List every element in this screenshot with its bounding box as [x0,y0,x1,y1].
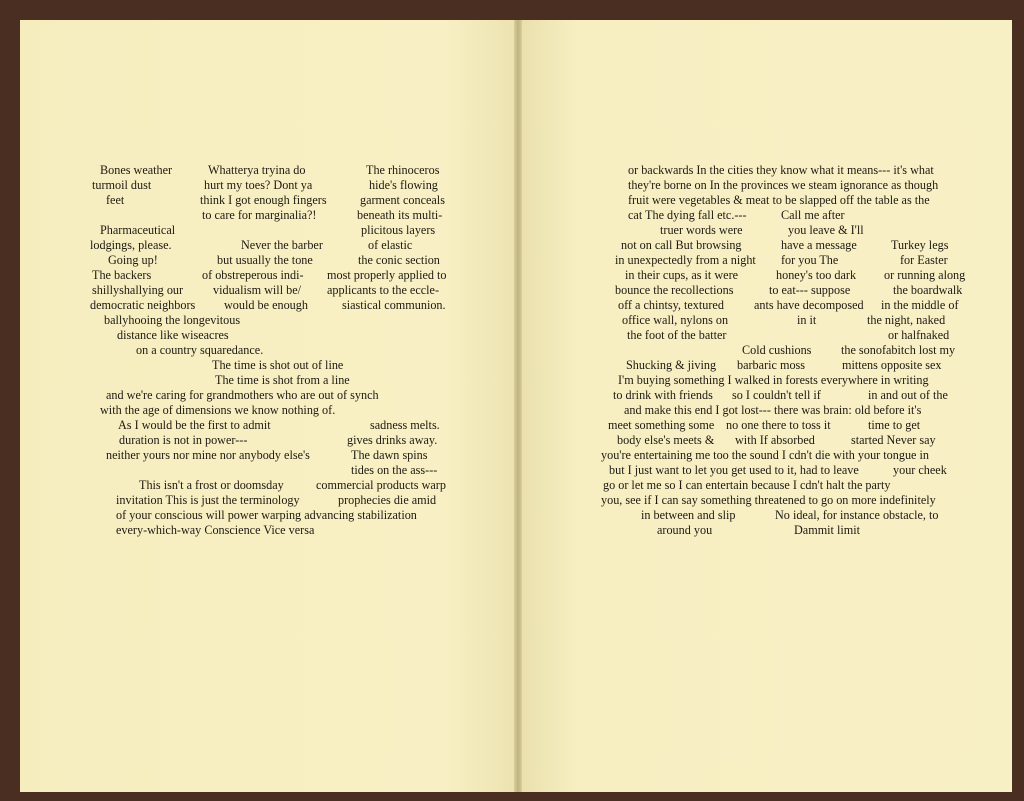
poem-line: gives drinks away. [347,433,438,447]
poem-line: have a message [781,238,857,252]
poem-line: neither yours nor mine nor anybody else's [106,448,310,462]
poem-line: bounce the recollections [615,283,734,297]
poem-line: sadness melts. [370,418,440,432]
poem-line: but I just want to let you get used to it, had to leave [609,463,859,477]
poem-line: of obstreperous indi- [202,268,304,282]
poem-line: the sonofabitch lost my [841,343,956,357]
poem-line: Dammit limit [794,523,861,537]
poem-line: so I couldn't tell if [732,388,821,402]
poem-line: distance like wiseacres [117,328,229,342]
poem-line: commercial products warp [316,478,446,492]
poem-line: no one there to toss it [726,418,831,432]
poem-line: for you The [781,253,839,267]
book-gutter [514,20,522,792]
poem-line: fruit were vegetables & meat to be slapped off the table as the [628,193,930,207]
poem-line: meet something some [608,418,715,432]
poem-line: with the age of dimensions we know nothing of. [100,403,336,417]
poem-line: prophecies die amid [338,493,437,507]
poem-line: lodgings, please. [90,238,172,252]
poem-line: in their cups, as it were [625,268,739,282]
poem-line: body else's meets & [617,433,715,447]
right-page [518,20,1012,792]
poem-line: office wall, nylons on [622,313,729,327]
poem-line: and we're caring for grandmothers who are out of synch [106,388,379,402]
poem-line: The rhinoceros [366,163,440,177]
poem-line: truer words were [660,223,743,237]
poem-line: for Easter [900,253,948,267]
poem-line: think I got enough fingers [200,193,327,207]
poem-line: The backers [92,268,152,282]
poem-line: The time is shot from a line [215,373,350,387]
poem-line: Pharmaceutical [100,223,176,237]
poem-line: in unexpectedly from a night [615,253,756,267]
poem-line: mittens opposite sex [842,358,942,372]
left-page [20,20,518,792]
poem-line: most properly applied to [327,268,447,282]
poem-line: you, see if I can say something threatened to go on more indefinitely [601,493,936,507]
poem-line: plicitous layers [361,223,436,237]
poem-line: but usually the tone [217,253,313,267]
poem-line: tides on the ass--- [351,463,438,477]
poem-line: Bones weather [100,163,173,177]
poem-line: time to get [868,418,921,432]
poem-line: of elastic [368,238,413,252]
poem-line: beneath its multi- [357,208,443,222]
poem-line: your cheek [893,463,947,477]
poem-line: The dawn spins [351,448,428,462]
poem-line: vidualism will be/ [213,283,302,297]
poem-line: As I would be the first to admit [118,418,271,432]
poem-line: This isn't a frost or doomsday [139,478,284,492]
poem-line: on a country squaredance. [136,343,264,357]
poem-line: hurt my toes? Dont ya [204,178,313,192]
open-book-spread [20,20,1012,792]
poem-line: No ideal, for instance obstacle, to [775,508,939,522]
poem-line: the foot of the batter [627,328,727,342]
poem-line: would be enough [224,298,308,312]
poem-line: ballyhooing the longevitous [104,313,241,327]
poem-line: shillyshallying our [92,283,184,297]
poem-line: Never the barber [241,238,323,252]
poem-line: hide's flowing [369,178,438,192]
poem-line: or backwards In the cities they know what it means--- it's what [628,163,934,177]
poem-line: Shucking & jiving [626,358,717,372]
poem-line: feet [106,193,125,207]
poem-line: and make this end I got lost--- there was brain: old before it's [624,403,922,417]
poem-line: go or let me so I can entertain because I cdn't halt the party [603,478,891,492]
poem-line: in and out of the [868,388,948,402]
poem-line: to eat--- suppose [769,283,851,297]
poem-line: Call me after [781,208,845,222]
poem-line: garment conceals [360,193,445,207]
poem-line: the boardwalk [893,283,963,297]
poem-line: siastical communion. [342,298,446,312]
poem-line: in the middle of [881,298,959,312]
poem-line: or running along [884,268,966,282]
poem-line: I'm buying something I walked in forests everywhere in writing [618,373,929,387]
poem-line: every-which-way Conscience Vice versa [116,523,315,537]
poem-line: Going up! [108,253,158,267]
poem-line: barbaric moss [737,358,806,372]
poem-line: off a chintsy, textured [618,298,724,312]
poem-line: in it [797,313,817,327]
poem-line: invitation This is just the terminology [116,493,300,507]
poem-line: around you [657,523,713,537]
poem-line: you leave & I'll [788,223,864,237]
poem-line: not on call But browsing [621,238,742,252]
poem-line: they're borne on In the provinces we steam ignorance as though [628,178,939,192]
poem-line: applicants to the eccle- [327,283,440,297]
poem-line: duration is not in power--- [119,433,248,447]
poem-line: ants have decomposed [754,298,864,312]
poem-line: Whatterya tryina do [208,163,306,177]
poem-line: to drink with friends [613,388,713,402]
poem-line: democratic neighbors [90,298,196,312]
poem-line: to care for marginalia?! [202,208,317,222]
poem-line: you're entertaining me too the sound I cdn't die with your tongue in [601,448,929,462]
poem-line: the conic section [358,253,440,267]
poem-line: turmoil dust [92,178,152,192]
poem-line: The time is shot out of line [212,358,344,372]
poem-line: of your conscious will power warping advancing stabilization [116,508,417,522]
poem-line: Turkey legs [891,238,949,252]
poem-line: in between and slip [641,508,736,522]
poem-line: Cold cushions [742,343,812,357]
poem-line: honey's too dark [776,268,857,282]
poem-line: the night, naked [867,313,946,327]
poem-line: or halfnaked [888,328,950,342]
poem-line: cat The dying fall etc.--- [628,208,747,222]
poem-line: with If absorbed [735,433,815,447]
poem-line: started Never say [851,433,936,447]
